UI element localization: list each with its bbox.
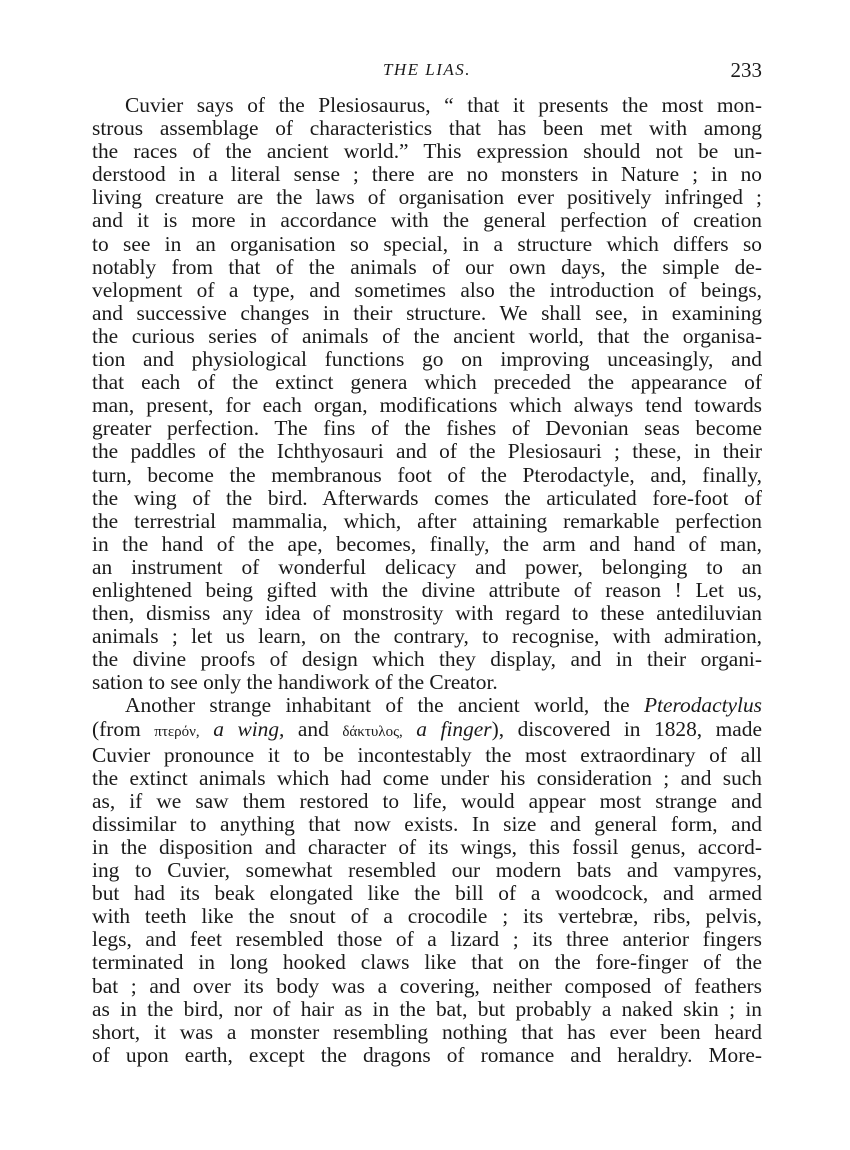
text-line: tion and physiological functions go on improving unceasingly, and bbox=[92, 347, 762, 372]
gloss: a wing, bbox=[199, 716, 285, 741]
text-line: the terrestrial mammalia, which, after attaining remarkable perfection bbox=[92, 508, 762, 533]
text-line: bat ; and over its body was a covering, neither composed of feathers bbox=[92, 973, 762, 998]
text-line: the curious series of animals of the ancient world, that the organisa- bbox=[92, 323, 762, 348]
text-line: the races of the ancient world.” This expression should not be un- bbox=[92, 139, 762, 164]
text-run: Another strange inhabitant of the ancient world, the bbox=[125, 693, 644, 718]
greek-word: δάκτυλος, bbox=[342, 723, 403, 740]
text-line: sation to see only the handiwork of the Creator. bbox=[92, 670, 498, 695]
text-line bbox=[92, 718, 762, 744]
page-header bbox=[92, 60, 762, 86]
text-line: velopment of a type, and sometimes also the introduction of beings, bbox=[92, 277, 762, 302]
gloss: a finger bbox=[402, 716, 492, 741]
text-line: strous assemblage of characteristics that has been met with among bbox=[92, 116, 762, 141]
text-run: (from bbox=[92, 716, 155, 741]
text-line: that each of the extinct genera which preceded the appearance of bbox=[92, 370, 762, 395]
text-line: the extinct animals which had come under his consideration ; and such bbox=[92, 765, 762, 790]
running-head: THE LIAS. bbox=[382, 60, 472, 79]
text-line: greater perfection. The fins of the fishes of Devonian seas become bbox=[92, 416, 762, 441]
text-line: ing to Cuvier, somewhat resembled our modern bats and vampyres, bbox=[92, 858, 762, 883]
text-line: in the disposition and character of its wings, this fossil genus, accord- bbox=[92, 835, 762, 859]
text-line: and successive changes in their structure. We shall see, in examining bbox=[92, 300, 762, 325]
text-line: the wing of the bird. Afterwards comes the articulated fore-foot of bbox=[92, 485, 762, 510]
page-number: 233 bbox=[730, 58, 762, 82]
greek-word: πτερόν, bbox=[154, 723, 200, 740]
text-line: turn, become the membranous foot of the Pterodactyle, and, finally, bbox=[92, 462, 762, 487]
text-line: short, it was a monster resembling nothing that has ever been heard bbox=[92, 1019, 762, 1044]
text-line: derstood in a literal sense ; there are no monsters in Nature ; in no bbox=[92, 162, 762, 187]
text-line bbox=[92, 694, 762, 717]
body-text bbox=[92, 94, 762, 1067]
genus-name: Pterodactylus bbox=[643, 693, 762, 718]
text-line: as, if we saw them restored to life, would appear most strange and bbox=[92, 788, 762, 813]
text-line: dissimilar to anything that now exists. In size and general form, and bbox=[92, 811, 762, 836]
text-line: living creature are the laws of organisation ever positively infringed ; bbox=[92, 185, 762, 210]
text-line: terminated in long hooked claws like that on the fore-finger of the bbox=[92, 950, 762, 975]
text-run: and bbox=[284, 716, 343, 741]
text-line: man, present, for each organ, modifications which always tend towards bbox=[92, 393, 762, 418]
text-line: of upon earth, except the dragons of romance and heraldry. More- bbox=[92, 1042, 762, 1067]
text-line: to see in an organisation so special, in a structure which differs so bbox=[92, 231, 762, 256]
text-line: in the hand of the ape, becomes, finally, the arm and hand of man, bbox=[92, 531, 762, 556]
text-line: Cuvier says of the Plesiosaurus, “ that it presents the most mon- bbox=[125, 93, 762, 117]
text-line: legs, and feet resembled those of a lizard ; its three anterior fingers bbox=[92, 927, 762, 952]
text-line: with teeth like the snout of a crocodile ; its vertebræ, ribs, pelvis, bbox=[92, 904, 762, 929]
text-line: Cuvier pronounce it to be incontestably the most extraordinary of all bbox=[92, 742, 762, 767]
text-run: ), discovered in 1828, made bbox=[491, 716, 762, 741]
text-line: as in the bird, nor of hair as in the bat, but probably a naked skin ; in bbox=[92, 996, 762, 1021]
text-line: an instrument of wonderful delicacy and power, belonging to an bbox=[92, 554, 762, 579]
paragraph-1 bbox=[92, 94, 762, 694]
text-line: animals ; let us learn, on the contrary, to recognise, with admiration, bbox=[92, 624, 762, 649]
paragraph-2 bbox=[92, 694, 762, 1067]
text-line: the divine proofs of design which they display, and in their organi- bbox=[92, 647, 762, 672]
text-line: notably from that of the animals of our own days, the simple de- bbox=[92, 254, 762, 279]
text-line: enlightened being gifted with the divine attribute of reason ! Let us, bbox=[92, 577, 762, 602]
text-line: but had its beak elongated like the bill of a woodcock, and armed bbox=[92, 881, 762, 906]
text-line: and it is more in accordance with the general perfection of creation bbox=[92, 208, 762, 233]
text-line: the paddles of the Ichthyosauri and of the Plesiosauri ; these, in their bbox=[92, 439, 762, 464]
text-line: then, dismiss any idea of monstrosity with regard to these antediluvian bbox=[92, 601, 762, 626]
